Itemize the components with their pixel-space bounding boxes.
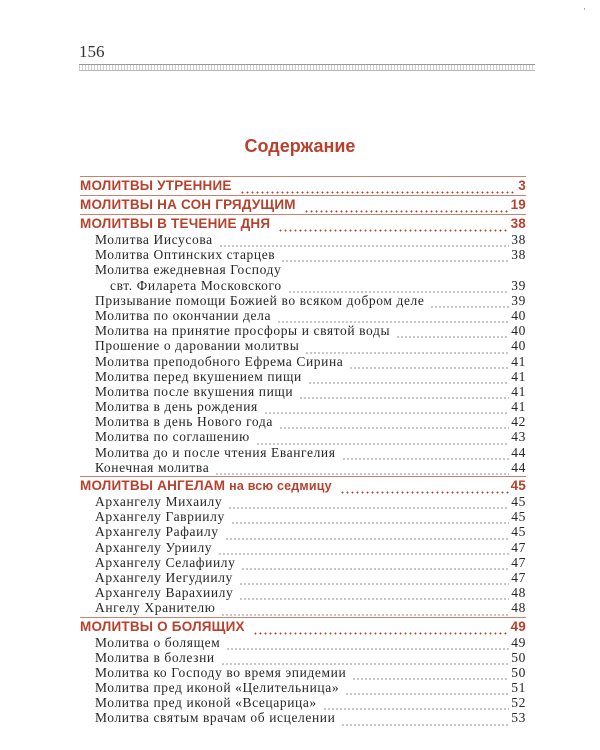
- toc-page-number: 3: [518, 178, 526, 193]
- toc-page-number: 45: [511, 494, 526, 509]
- toc-entry[interactable]: [80, 570, 526, 585]
- toc-entry[interactable]: [80, 262, 526, 277]
- toc-entry-title: Молитва ко Господу во время эпидемии: [95, 664, 347, 680]
- toc-entry-title: Молитва перед вкушением пищи: [95, 368, 302, 384]
- dot-leader: [352, 670, 509, 680]
- toc-section-title-text: МОЛИТВЫ УТРЕННИЕ: [80, 178, 232, 193]
- toc-entry[interactable]: [80, 650, 526, 665]
- toc-entry[interactable]: [80, 635, 526, 650]
- toc-page-number: 48: [511, 585, 526, 601]
- toc-section-heading[interactable]: [80, 214, 526, 232]
- dot-leader: [231, 514, 509, 524]
- dot-leader: [340, 483, 509, 494]
- toc-page-number: 39: [511, 292, 526, 308]
- toc-section-heading[interactable]: [80, 476, 526, 494]
- dot-leader: [323, 700, 510, 710]
- toc-page-number: 51: [511, 680, 526, 696]
- toc-page-number: 45: [511, 509, 526, 525]
- toc-page-number: 44: [511, 444, 526, 460]
- toc-entry[interactable]: [80, 555, 526, 570]
- toc-entry-continuation[interactable]: [80, 278, 526, 293]
- toc-entry[interactable]: [80, 293, 526, 308]
- toc-entry[interactable]: [80, 665, 526, 680]
- toc-entry-title: Молитва пред иконой «Целительница»: [95, 680, 340, 696]
- dot-leader: [277, 313, 509, 323]
- toc-entry[interactable]: [80, 494, 526, 509]
- dot-leader: [281, 252, 509, 262]
- dot-leader: [219, 237, 510, 247]
- toc-entry-title: Молитва по соглашению: [95, 429, 250, 445]
- toc-entry-title: Архангелу Рафаилу: [95, 524, 219, 540]
- toc-page-number: 49: [511, 634, 526, 650]
- toc-entry-title: Молитва по окончании дела: [95, 307, 272, 323]
- toc-section-title: [80, 215, 270, 232]
- toc-entry-title: Ангелу Хранителю: [95, 600, 216, 616]
- toc-entry-title: Архангелу Иегудиилу: [95, 569, 233, 585]
- toc-page-number: 40: [511, 338, 526, 354]
- toc-page-number: 49: [510, 618, 526, 634]
- toc-entry[interactable]: [80, 600, 526, 615]
- toc-entry-title: Молитва Иисусова: [95, 232, 213, 247]
- toc-page-number: 48: [511, 600, 526, 616]
- toc-entry[interactable]: [80, 354, 526, 369]
- toc-section-title-text: МОЛИТВЫ АНГЕЛАМ: [80, 478, 226, 493]
- toc-entry[interactable]: [80, 338, 526, 353]
- toc-entry[interactable]: [80, 232, 526, 247]
- toc-page-number: 44: [511, 459, 526, 475]
- toc-section-title-suffix: на всю седмицу: [229, 479, 332, 493]
- toc-page-number: 47: [511, 554, 526, 570]
- toc-page-number: 41: [511, 353, 526, 369]
- toc-entry[interactable]: [80, 680, 526, 695]
- toc-page-number: 43: [511, 429, 526, 445]
- dot-leader: [349, 359, 509, 369]
- toc-entry[interactable]: [80, 429, 526, 444]
- dot-leader: [278, 221, 508, 232]
- dot-leader: [287, 268, 524, 278]
- toc-entry-title: Прошение о даровании молитвы: [95, 338, 300, 354]
- toc-entry[interactable]: [80, 585, 526, 600]
- dot-leader: [239, 575, 509, 585]
- dot-leader: [221, 655, 510, 665]
- toc-page-number: 50: [511, 649, 526, 665]
- toc-section-heading[interactable]: [80, 176, 526, 194]
- toc-entry-title: Призывание помощи Божией во всяком добром деле: [95, 292, 425, 308]
- toc-entry[interactable]: [80, 308, 526, 323]
- toc-page-number: 41: [511, 368, 526, 384]
- toc-section-title: [80, 618, 245, 635]
- toc-title: Содержание: [244, 136, 356, 156]
- dot-leader: [241, 560, 509, 570]
- toc-entry[interactable]: [80, 399, 526, 414]
- toc-page-number: 42: [511, 414, 526, 430]
- toc-entry-title: Молитва святым врачам об исцелении: [95, 710, 336, 726]
- table-of-contents: [80, 175, 526, 726]
- toc-entry-title: Молитва о болящем: [95, 634, 221, 650]
- dot-leader: [215, 465, 509, 475]
- dot-leader: [288, 283, 510, 293]
- toc-entry-title: Архангелу Гавриилу: [95, 509, 225, 525]
- toc-page-number: 38: [511, 232, 526, 247]
- toc-page-number: 40: [511, 307, 526, 323]
- toc-section-title: [80, 196, 296, 213]
- dot-leader: [305, 344, 509, 354]
- toc-entry-title: Молитва ежедневная Господу: [95, 262, 282, 278]
- toc-entry[interactable]: [80, 247, 526, 262]
- toc-entry[interactable]: [80, 509, 526, 524]
- toc-page-number: 50: [511, 664, 526, 680]
- toc-page-number: 53: [511, 710, 526, 726]
- toc-entry[interactable]: [80, 414, 526, 429]
- toc-page-number: 45: [511, 524, 526, 540]
- dot-leader: [256, 435, 509, 445]
- toc-entry[interactable]: [80, 540, 526, 555]
- header-rule: [79, 64, 535, 71]
- toc-entry-title: Молитва на принятие просфоры и святой воды: [95, 323, 391, 339]
- dot-leader: [218, 545, 509, 555]
- toc-entry-title: Молитва до и после чтения Евангелия: [95, 444, 336, 460]
- toc-section-title: [80, 477, 332, 495]
- toc-section-title-text: МОЛИТВЫ В ТЕЧЕНИЕ ДНЯ: [80, 216, 271, 231]
- dot-leader: [228, 499, 509, 509]
- toc-entry[interactable]: [80, 369, 526, 384]
- dot-leader: [430, 298, 509, 308]
- toc-entry[interactable]: [80, 695, 526, 710]
- toc-entry-title: Молитва после вкушения пищи: [95, 383, 294, 399]
- toc-entry[interactable]: [80, 710, 526, 725]
- dot-leader: [279, 419, 509, 429]
- toc-page-number: 39: [511, 277, 526, 293]
- toc-section-heading[interactable]: [80, 617, 526, 635]
- toc-entry[interactable]: [80, 460, 526, 475]
- dot-leader: [253, 624, 509, 635]
- dot-leader: [221, 606, 509, 616]
- toc-entry-title-cont: свт. Филарета Московского: [110, 277, 282, 293]
- toc-page-number: 41: [511, 383, 526, 399]
- toc-entry[interactable]: [80, 445, 526, 460]
- toc-page-number: 47: [511, 539, 526, 555]
- toc-page-number: 52: [511, 695, 526, 711]
- toc-page-number: 38: [511, 247, 526, 263]
- dot-leader: [345, 685, 509, 695]
- dot-leader: [299, 389, 509, 399]
- toc-entry-title: Архангелу Варахиилу: [95, 585, 234, 601]
- toc-page-number: 40: [511, 323, 526, 339]
- toc-entry-title: Молитва пред иконой «Всецарица»: [95, 695, 317, 711]
- toc-page-number: 45: [510, 478, 526, 493]
- toc-page-number: 47: [511, 569, 526, 585]
- dot-leader: [396, 328, 509, 338]
- toc-entry[interactable]: [80, 323, 526, 338]
- toc-section-title-text: МОЛИТВЫ НА СОН ГРЯДУЩИМ: [80, 197, 296, 212]
- toc-page-number: 19: [510, 197, 526, 212]
- toc-section-heading[interactable]: [80, 195, 526, 213]
- dot-leader: [226, 640, 509, 650]
- toc-entry-title: Архангелу Селафиилу: [95, 554, 236, 570]
- dot-leader: [225, 530, 510, 540]
- toc-entry-title: Архангелу Михаилу: [95, 494, 223, 509]
- toc-entry-title: Молитва преподобного Ефрема Сирина: [95, 353, 344, 369]
- dot-leader: [341, 716, 509, 726]
- dot-leader: [308, 374, 510, 384]
- toc-entry-title: Архангелу Уриилу: [95, 539, 213, 555]
- page-number: 156: [79, 42, 105, 61]
- toc-entry-title: Молитва в день Нового года: [95, 414, 273, 430]
- dot-leader: [342, 450, 510, 460]
- toc-entry[interactable]: [80, 524, 526, 539]
- dot-leader: [240, 183, 517, 194]
- toc-entry-title: Молитва в день рождения: [95, 399, 258, 415]
- toc-entry-title: Молитва Оптинских старцев: [95, 247, 276, 263]
- toc-section-title-text: МОЛИТВЫ О БОЛЯЩИХ: [80, 618, 245, 634]
- toc-page-number: 41: [511, 399, 526, 415]
- toc-entry-title: Конечная молитва: [95, 459, 210, 475]
- toc-page-number: 38: [510, 216, 526, 231]
- dot-leader: [264, 404, 509, 414]
- toc-entry-title: Молитва в болезни: [95, 649, 215, 665]
- dot-leader: [239, 590, 509, 600]
- toc-section-title: [80, 177, 232, 194]
- dot-leader: [304, 202, 509, 213]
- toc-entry[interactable]: [80, 384, 526, 399]
- corner-mark: ·: [583, 4, 586, 14]
